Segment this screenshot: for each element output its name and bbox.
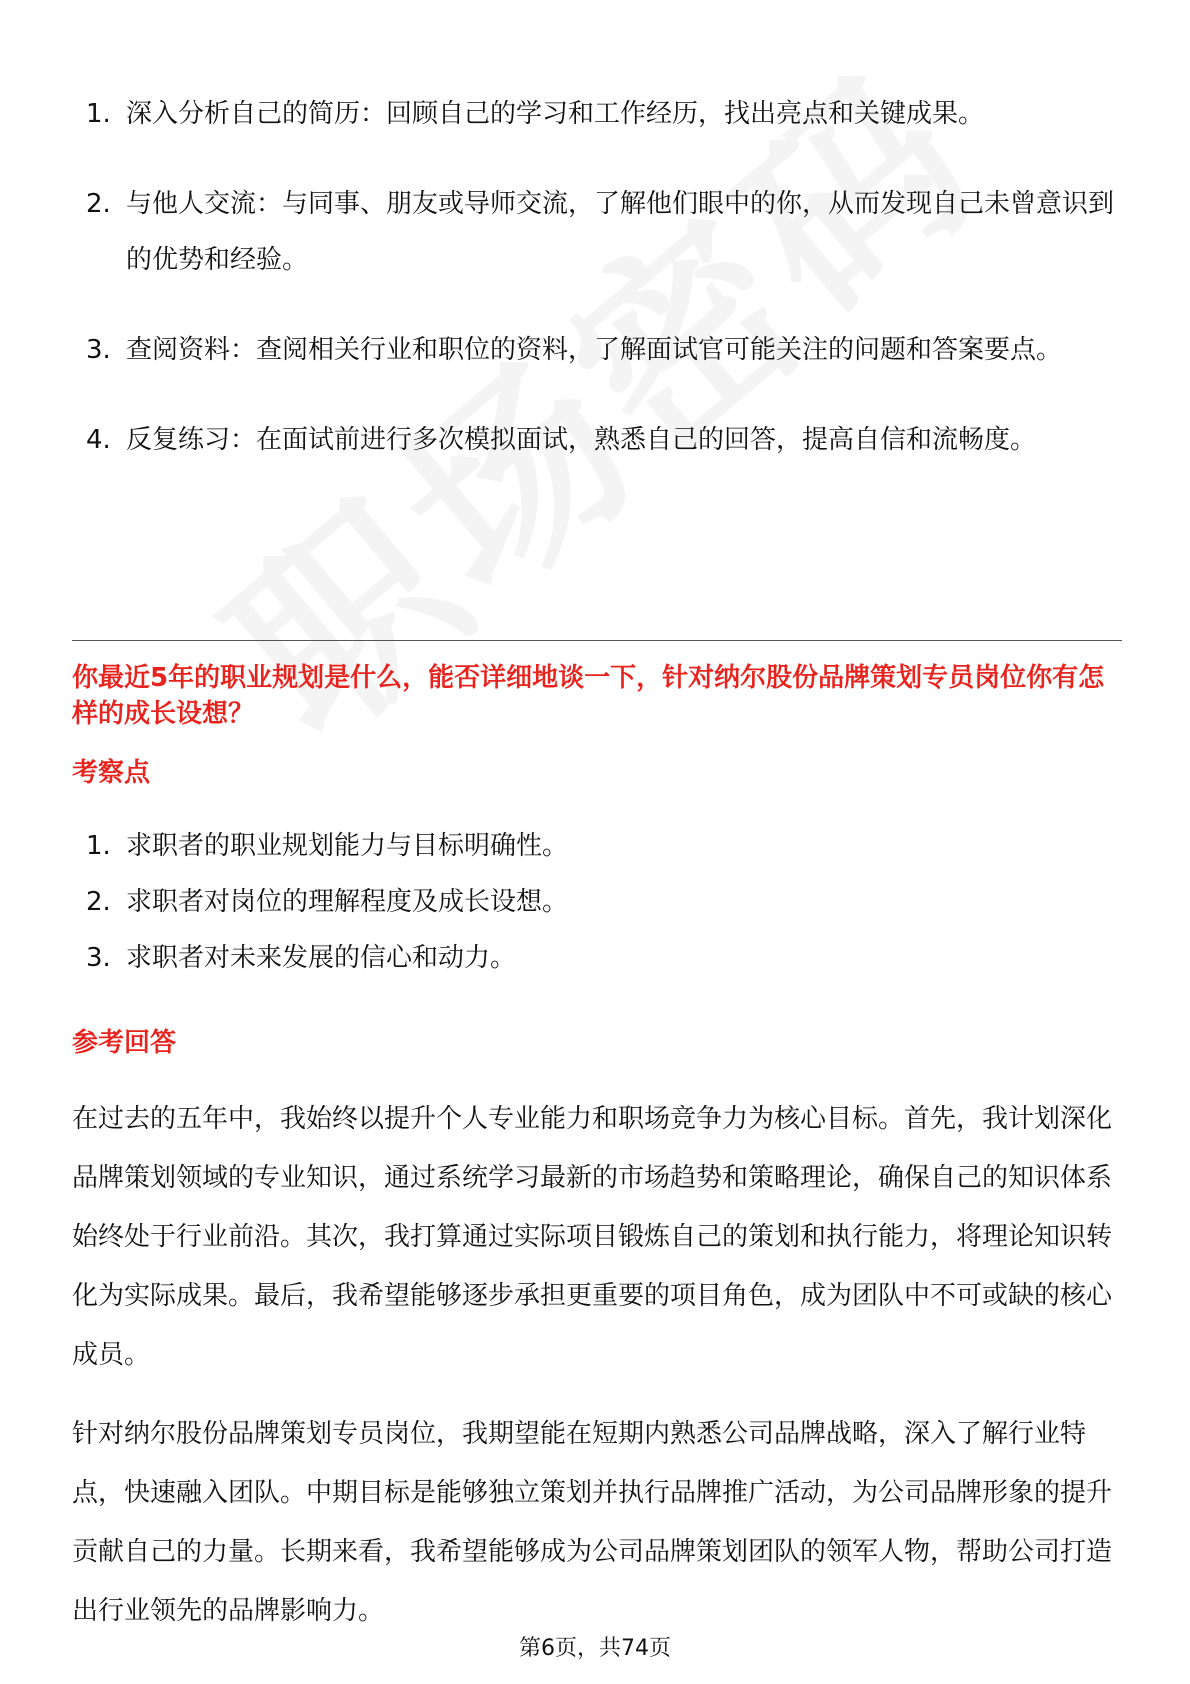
list-item (72, 930, 1122, 986)
page-number: 第6页，共74页 (519, 1636, 671, 1661)
question-heading: 你最近5年的职业规划是什么，能否详细地谈一下，针对纳尔股份品牌策划专员岗位你有怎样的成长设想？ (72, 663, 1105, 729)
list-item (72, 86, 1122, 142)
points-title: 考察点 (72, 758, 151, 788)
list-number: 1. (86, 831, 111, 861)
list-number: 3. (86, 943, 111, 973)
list-text: 求职者的职业规划能力与目标明确性。 (126, 831, 569, 861)
section-divider (72, 640, 1122, 641)
list-number: 3. (86, 335, 111, 365)
list-number: 2. (86, 887, 111, 917)
list-number: 2. (86, 189, 111, 219)
list-item (72, 412, 1122, 468)
list-text: 与他人交流：与同事、朋友或导师交流，了解他们眼中的你，从而发现自己未曾意识到的优势和经验。 (126, 189, 1115, 275)
list-item (72, 874, 1122, 930)
list-item (72, 818, 1122, 874)
list-number: 1. (86, 99, 111, 129)
prep-list (72, 86, 1122, 468)
answer-paragraph-1: 在过去的五年中，我始终以提升个人专业能力和职场竞争力为核心目标。首先，我计划深化品牌策划领域的专业知识，通过系统学习最新的市场趋势和策略理论，确保自己的知识体系始终处于行业前沿。其次，我打算通过实际项目锻炼自己的策划和执行能力，将理论知识转化为实际成果。最后，我希望能够逐步承担更重要的项目角色，成为团队中不可或缺的核心成员。 (72, 1104, 1113, 1370)
list-number: 4. (86, 425, 111, 455)
points-list (72, 818, 1122, 986)
list-item (72, 322, 1122, 378)
list-item (72, 176, 1122, 288)
list-text: 求职者对岗位的理解程度及成长设想。 (126, 887, 569, 917)
answer-title: 参考回答 (72, 1028, 177, 1058)
answer-paragraph-2: 针对纳尔股份品牌策划专员岗位，我期望能在短期内熟悉公司品牌战略，深入了解行业特点，快速融入团队。中期目标是能够独立策划并执行品牌推广活动，为公司品牌形象的提升贡献自己的力量。长期来看，我希望能够成为公司品牌策划团队的领军人物，帮助公司打造出行业领先的品牌影响力。 (72, 1419, 1113, 1626)
list-text: 求职者对未来发展的信心和动力。 (126, 943, 517, 973)
list-text: 深入分析自己的简历：回顾自己的学习和工作经历，找出亮点和关键成果。 (126, 99, 985, 129)
points-list-container (72, 818, 1122, 986)
list-text: 反复练习：在面试前进行多次模拟面试，熟悉自己的回答，提高自信和流畅度。 (126, 425, 1037, 455)
prep-list-container (72, 86, 1122, 502)
list-text: 查阅资料：查阅相关行业和职位的资料，了解面试官可能关注的问题和答案要点。 (126, 335, 1063, 365)
